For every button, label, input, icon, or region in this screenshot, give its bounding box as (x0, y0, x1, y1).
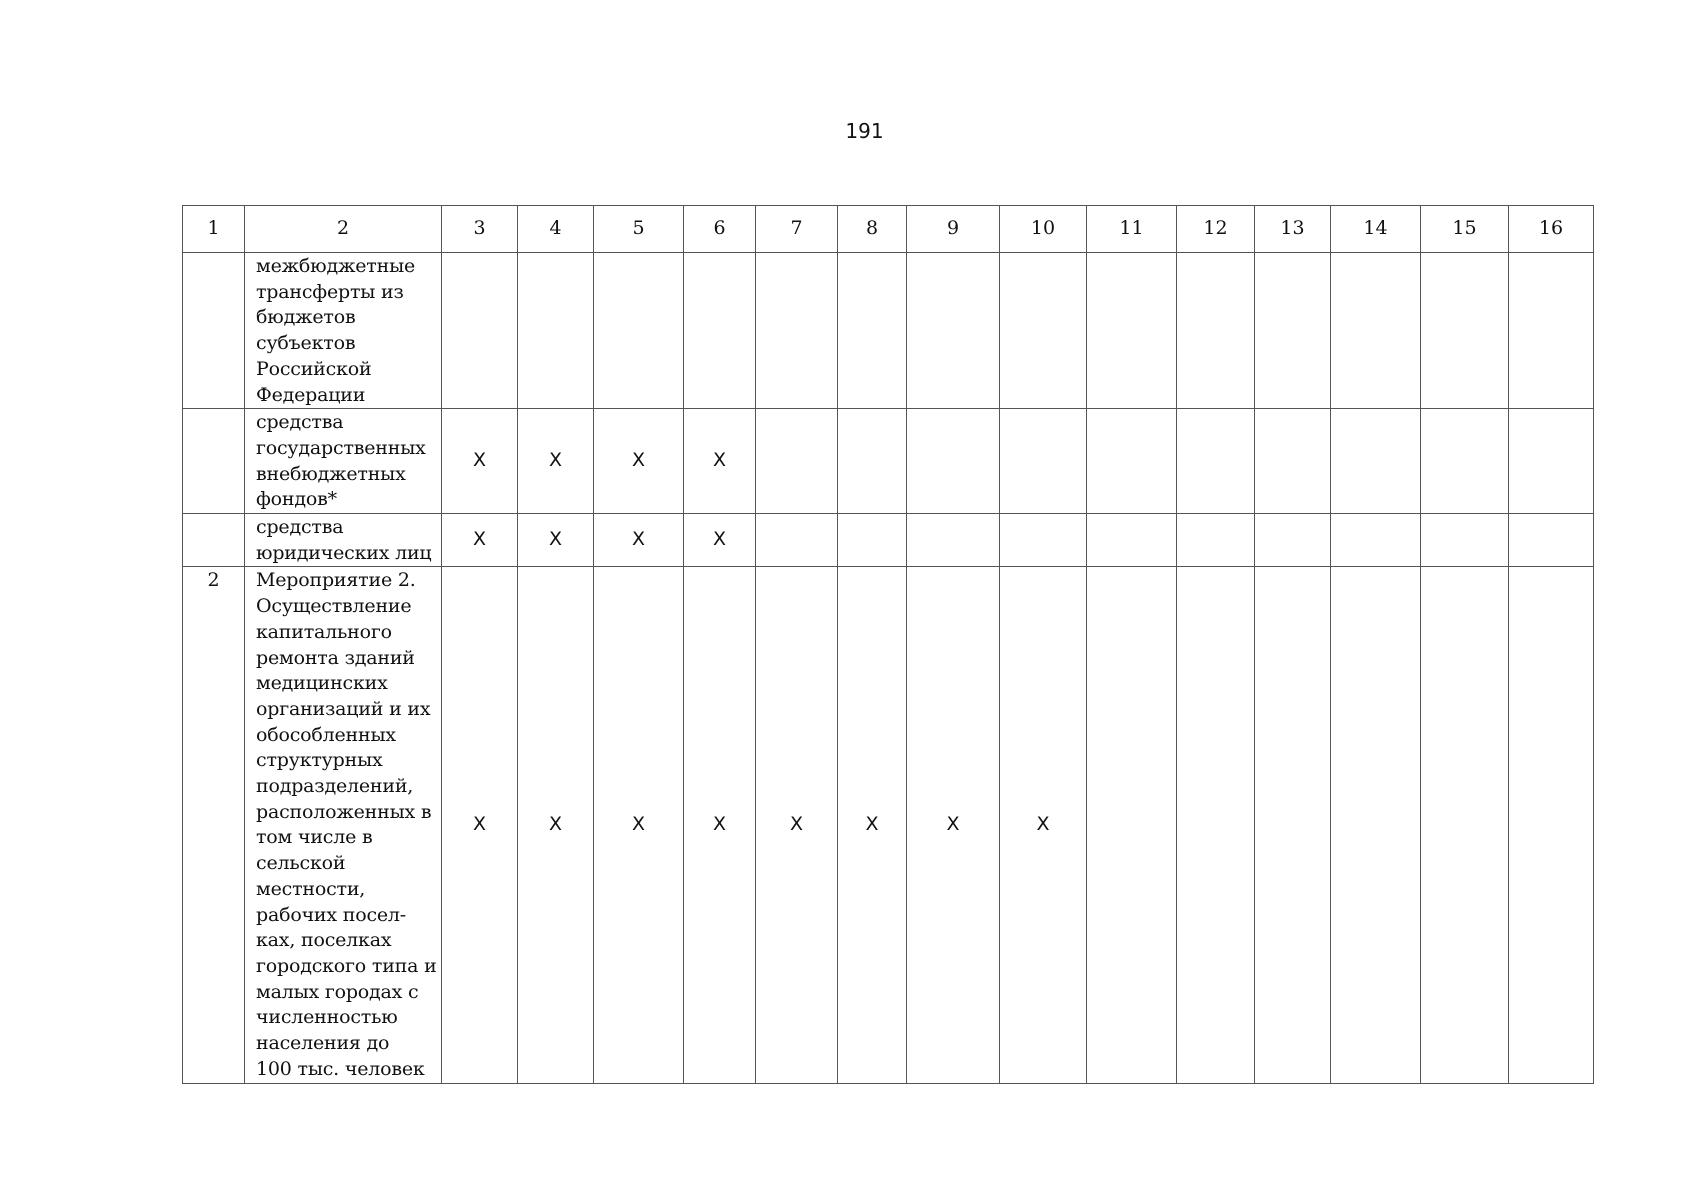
mark-cell (907, 253, 1000, 409)
row-name-cell (245, 514, 442, 567)
mark-cell (838, 253, 907, 409)
row-number-cell (183, 253, 245, 409)
mark-cell: Х (594, 514, 684, 567)
column-header: 13 (1255, 206, 1331, 253)
mark-cell: Х (442, 567, 518, 1083)
table-row (183, 514, 1594, 567)
mark-cell (1421, 567, 1509, 1083)
mark-cell: Х (442, 514, 518, 567)
mark-cell (1331, 253, 1421, 409)
mark-cell (756, 514, 838, 567)
mark-cell: Х (684, 567, 756, 1083)
mark-cell (1421, 409, 1509, 514)
mark-cell (1421, 253, 1509, 409)
column-header: 10 (1000, 206, 1087, 253)
page-number: 191 (845, 119, 884, 143)
mark-cell (907, 409, 1000, 514)
mark-cell (907, 514, 1000, 567)
column-header: 8 (838, 206, 907, 253)
mark-cell: Х (684, 514, 756, 567)
table-row (183, 567, 1594, 1083)
mark-cell (1421, 514, 1509, 567)
row-name-cell (245, 409, 442, 514)
mark-cell (1255, 567, 1331, 1083)
mark-cell (1087, 514, 1177, 567)
table-body (183, 253, 1594, 1084)
column-header: 7 (756, 206, 838, 253)
mark-cell: Х (442, 409, 518, 514)
column-header: 16 (1509, 206, 1594, 253)
mark-cell (1509, 514, 1594, 567)
row-number-cell: 2 (183, 567, 245, 1083)
mark-cell (1255, 409, 1331, 514)
mark-cell (1509, 253, 1594, 409)
column-header: 1 (183, 206, 245, 253)
mark-cell (1087, 567, 1177, 1083)
mark-cell (1177, 253, 1255, 409)
data-table (182, 205, 1594, 1084)
column-header: 4 (518, 206, 594, 253)
mark-cell: Х (518, 567, 594, 1083)
mark-cell (838, 409, 907, 514)
mark-cell (684, 253, 756, 409)
mark-cell: Х (594, 409, 684, 514)
mark-cell: Х (594, 567, 684, 1083)
mark-cell (1177, 409, 1255, 514)
row-name-text: средства юридических лиц (256, 516, 432, 564)
mark-cell (756, 409, 838, 514)
row-name-cell (245, 253, 442, 409)
mark-cell (1255, 514, 1331, 567)
column-header: 14 (1331, 206, 1421, 253)
mark-cell: Х (1000, 567, 1087, 1083)
column-header: 3 (442, 206, 518, 253)
row-name-text: межбюджетные трансферты из бюджетов субъектов Российской Федерации (256, 255, 416, 406)
mark-cell (838, 514, 907, 567)
row-name-cell (245, 567, 442, 1083)
row-number-cell (183, 514, 245, 567)
mark-cell (756, 253, 838, 409)
mark-cell: Х (756, 567, 838, 1083)
mark-cell (518, 253, 594, 409)
mark-cell: Х (518, 409, 594, 514)
table-header (183, 206, 1594, 253)
column-header: 9 (907, 206, 1000, 253)
column-header: 5 (594, 206, 684, 253)
header-row (183, 206, 1594, 253)
mark-cell (1331, 514, 1421, 567)
mark-cell: Х (838, 567, 907, 1083)
column-header: 2 (245, 206, 442, 253)
row-name-text: Мероприятие 2. Осуществление капитального ремонта зданий медицинских организаций и их обособленных структурных подразделений, расположенных в том числе в сельской местности, рабочих посел- ках, поселках городского типа и малых городах с численностью населения до 100 тыс. человек (256, 569, 437, 1080)
mark-cell (442, 253, 518, 409)
mark-cell (1509, 409, 1594, 514)
column-header: 6 (684, 206, 756, 253)
mark-cell: Х (684, 409, 756, 514)
mark-cell (1509, 567, 1594, 1083)
mark-cell (1000, 253, 1087, 409)
mark-cell (1331, 567, 1421, 1083)
mark-cell: Х (907, 567, 1000, 1083)
mark-cell (1087, 253, 1177, 409)
mark-cell (1177, 567, 1255, 1083)
mark-cell (1000, 514, 1087, 567)
row-name-text: средства государственных внебюджетных фондов* (256, 411, 426, 511)
column-header: 11 (1087, 206, 1177, 253)
row-number-cell (183, 409, 245, 514)
mark-cell (1087, 409, 1177, 514)
mark-cell (1331, 409, 1421, 514)
column-header: 12 (1177, 206, 1255, 253)
mark-cell (1000, 409, 1087, 514)
mark-cell (1177, 514, 1255, 567)
mark-cell (1255, 253, 1331, 409)
mark-cell: Х (518, 514, 594, 567)
column-header: 15 (1421, 206, 1509, 253)
table-row (183, 253, 1594, 409)
table-row (183, 409, 1594, 514)
mark-cell (594, 253, 684, 409)
